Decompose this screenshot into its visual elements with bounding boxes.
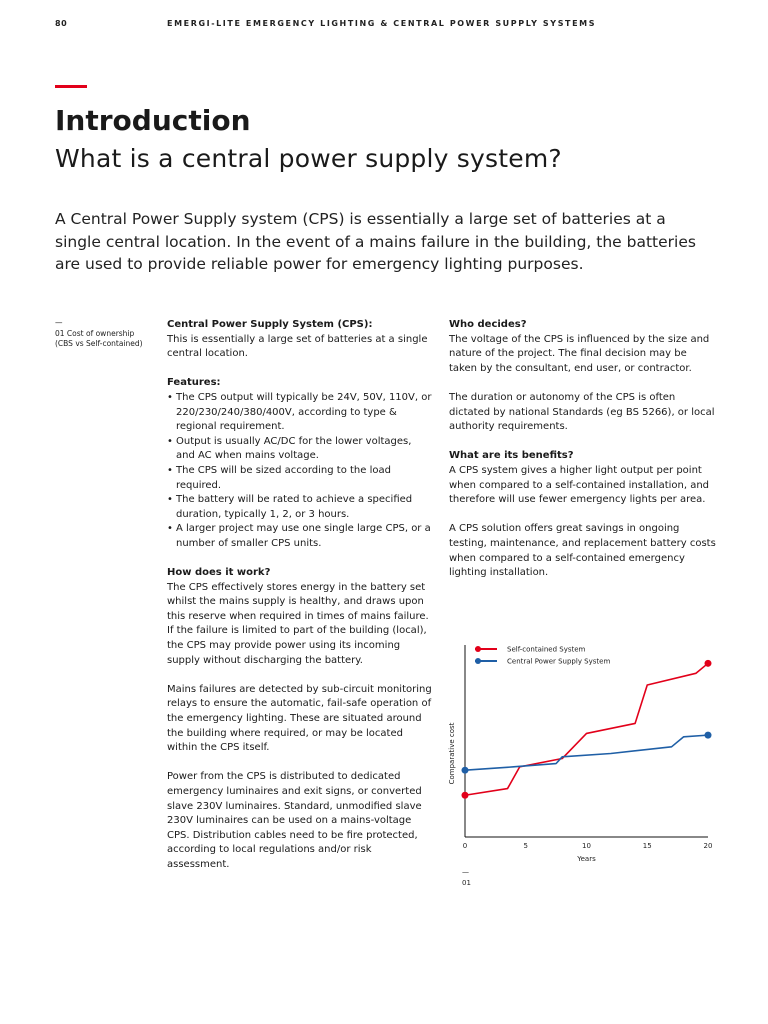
cps-text: This is essentially a large set of batteries at a single central location. bbox=[167, 333, 428, 360]
benefits-paragraph-2: A CPS solution offers great savings in ongoing testing, maintenance, and replacement battery costs when compared to a self-contained emergency lighting installation. bbox=[449, 523, 716, 579]
benefits-heading: What are its benefits? bbox=[449, 450, 574, 462]
how-paragraph-1: The CPS effectively stores energy in the battery set whilst the mains supply is healthy, and draws upon this reserve when required in times of mains failure. If the failure is limited to part of the building (local), the CPS may provide power using its incoming supply without discharging the battery. bbox=[167, 581, 429, 666]
x-tick-label: 20 bbox=[703, 842, 713, 850]
figure-number: 01 bbox=[462, 879, 471, 887]
x-tick-label: 10 bbox=[582, 842, 591, 850]
figure-caption bbox=[55, 318, 155, 350]
features-list-item: • The CPS output will typically be 24V, 50V, 110V, or 220/230/240/380/400V, according to type & regional requirement. bbox=[167, 391, 432, 435]
series-start-point bbox=[462, 767, 469, 774]
features-list-item: • The CPS will be sized according to the load required. bbox=[167, 464, 432, 493]
self-contained-series-line bbox=[465, 663, 708, 795]
y-axis-label: Comparative cost bbox=[448, 722, 456, 785]
features-list-item: • A larger project may use one single large CPS, or a number of smaller CPS units. bbox=[167, 522, 432, 551]
series-end-point bbox=[705, 732, 712, 739]
how-paragraph-3: Power from the CPS is distributed to dedicated emergency luminaires and exit signs, or converted slave 230V luminaires. Standard, unmodified slave 230V luminaires can be used on a mains-voltage CPS. Distribution cables need to be fire protected, according to local regulations and/or risk assessment. bbox=[167, 771, 422, 870]
who-heading: Who decides? bbox=[449, 319, 527, 330]
x-tick-label: 5 bbox=[523, 842, 528, 850]
features-list-item: • Output is usually AC/DC for the lower voltages, and AC when mains voltage. bbox=[167, 435, 432, 464]
running-header: EMERGI-LITE EMERGENCY LIGHTING & CENTRAL POWER SUPPLY SYSTEMS bbox=[167, 19, 597, 28]
page-number: 80 bbox=[55, 19, 68, 28]
cost-of-ownership-chart bbox=[440, 635, 740, 895]
accent-bar bbox=[55, 85, 87, 88]
legend-label: Central Power Supply System bbox=[507, 657, 611, 666]
legend-marker bbox=[475, 658, 481, 664]
figure-caption-line2: (CBS vs Self-contained) bbox=[55, 339, 143, 348]
who-paragraph-1: The voltage of the CPS is influenced by the size and nature of the project. The final decision may be taken by the consultant, end user, or contractor. bbox=[449, 333, 710, 374]
figure-caption-line1: 01 Cost of ownership bbox=[55, 328, 135, 338]
benefits-paragraph-1: A CPS system gives a higher light output per point when compared to a self-contained installation, and therefore will use fewer emergency lights per area. bbox=[449, 464, 710, 506]
x-tick-label: 15 bbox=[642, 842, 652, 850]
page-title: Introduction bbox=[55, 104, 251, 137]
features-list-item: • The battery will be rated to achieve a specified duration, typically 1, 2, or 3 hours. bbox=[167, 493, 432, 522]
page-subtitle: What is a central power supply system? bbox=[55, 144, 562, 173]
legend-label: Self-contained System bbox=[507, 645, 586, 654]
x-tick-label: 0 bbox=[462, 842, 468, 850]
figure-caption-dash: — bbox=[55, 318, 63, 327]
left-column bbox=[167, 318, 432, 873]
who-paragraph-2: The duration or autonomy of the CPS is often dictated by national Standards (eg BS 5266), or local authority requirements. bbox=[449, 391, 715, 433]
how-paragraph-2: Mains failures are detected by sub-circuit monitoring relays to ensure the automatic, fail-safe operation of the emergency lighting. These are situated around the building where required, or may be located within the CPS itself. bbox=[167, 683, 432, 754]
series-start-point bbox=[462, 792, 469, 799]
features-heading: Features: bbox=[167, 377, 221, 389]
series-end-point bbox=[705, 660, 712, 667]
intro-paragraph: A Central Power Supply system (CPS) is essentially a large set of batteries at a single central location. In the event of a mains failure in the building, the batteries are used to provide reliable power for emergency lighting purposes. bbox=[55, 210, 696, 273]
cps-heading: Central Power Supply System (CPS): bbox=[167, 319, 373, 330]
legend-marker bbox=[475, 646, 481, 652]
how-heading: How does it work? bbox=[167, 567, 271, 579]
right-column bbox=[449, 318, 717, 581]
features-list bbox=[167, 391, 432, 552]
cps-series-line bbox=[465, 735, 708, 770]
x-axis-label: Years bbox=[577, 855, 596, 863]
figure-number-dash: — bbox=[462, 868, 469, 876]
